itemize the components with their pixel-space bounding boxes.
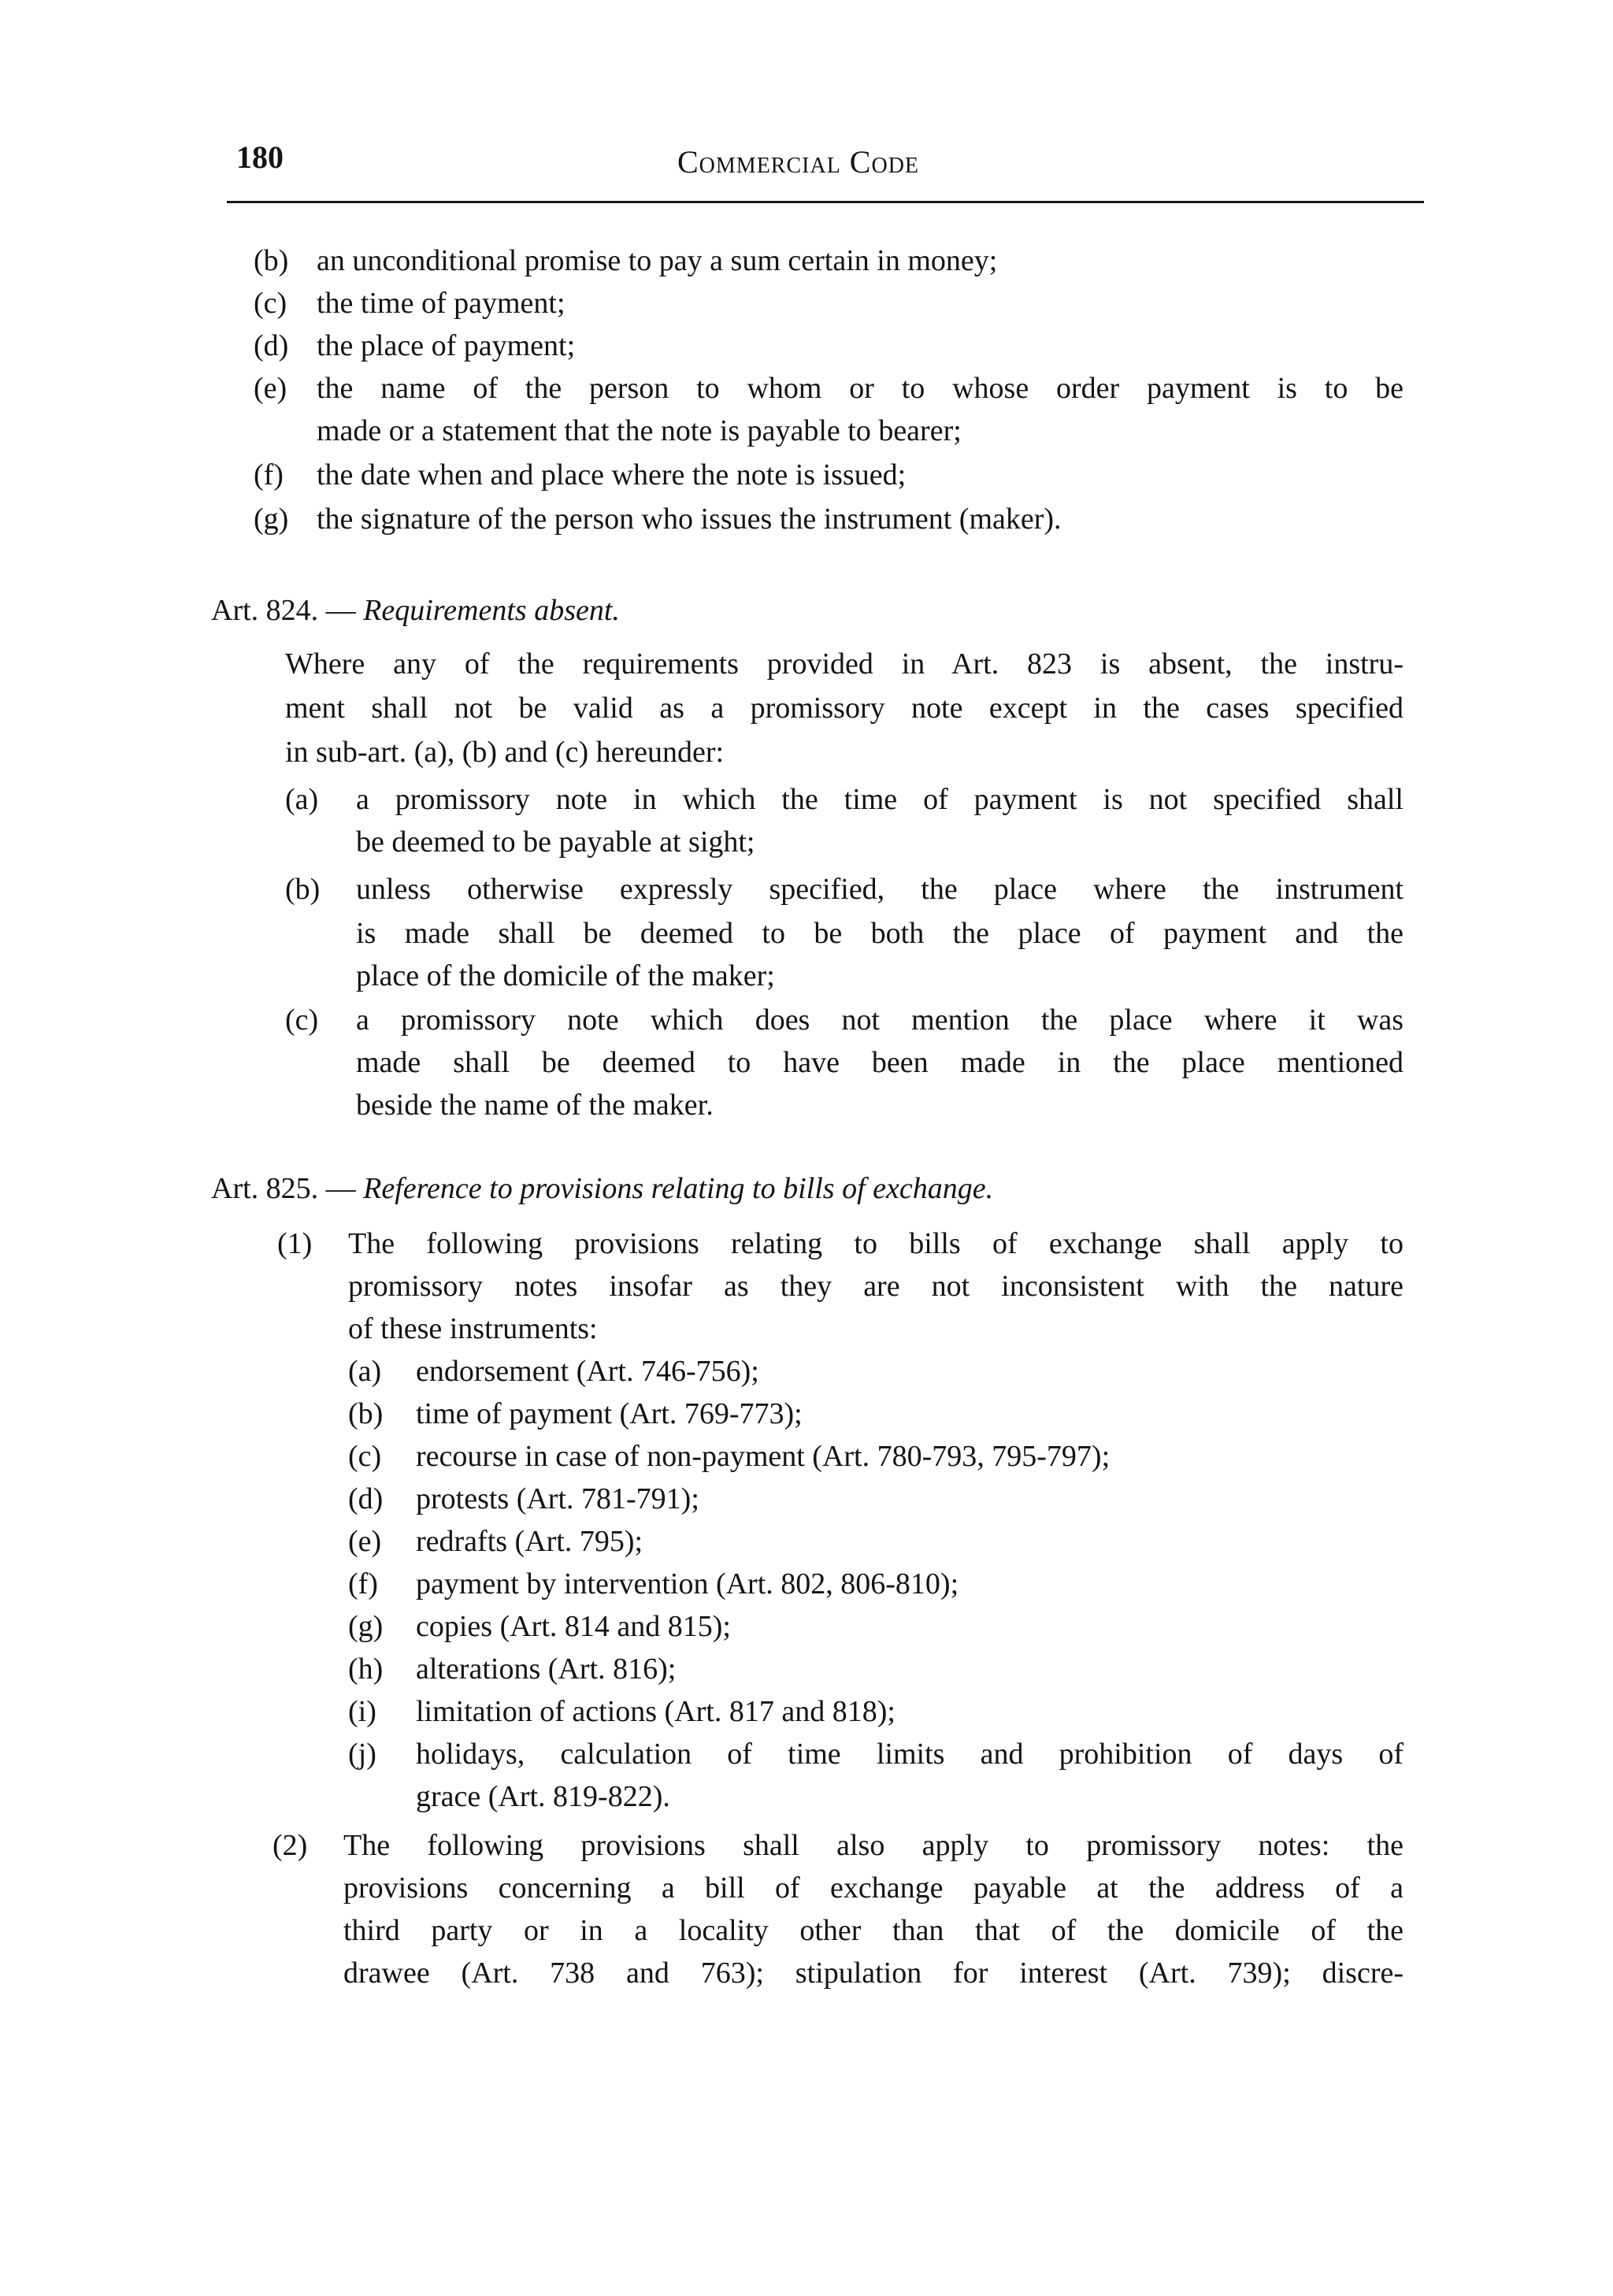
list-item-text: the time of payment; [317,287,565,320]
list-item-text: is made shall be deemed to be both the place of payment and the [356,917,1403,950]
paragraph-line: drawee (Art. 738 and 763); stipulation for interest (Art. 739); discre- [343,1957,1403,1990]
article-heading [211,595,620,625]
list-item-text: made shall be deemed to have been made in the place mentioned [356,1046,1403,1079]
paragraph-line: Where any of the requirements provided in Art. 823 is absent, the instru- [285,647,1403,681]
list-item-label: (g) [348,1610,384,1643]
list-item-label: (e) [348,1525,382,1558]
article-title: Reference to provisions relating to bills of exchange. [363,1172,994,1205]
subarticle-label: (2) [273,1829,308,1862]
list-item-text: alterations (Art. 816); [416,1652,677,1686]
list-item-label: (i) [348,1695,376,1728]
list-item-label: (a) [285,783,319,816]
list-item-text: a promissory note in which the time of payment is not specified shall [356,783,1403,816]
list-item-text: made or a statement that the note is payable to bearer; [317,414,962,447]
article-title: Requirements absent. [363,594,620,627]
list-item-text: beside the name of the maker. [356,1089,714,1122]
list-item-text: endorsement (Art. 746-756); [416,1355,759,1388]
article-number: Art. 825. — [211,1172,356,1205]
header-rule [227,201,1424,203]
list-item-label: (a) [348,1355,382,1388]
paragraph-line: The following provisions shall also apply to promissory notes: the [343,1829,1403,1862]
running-title: Commercial Code [677,144,920,180]
list-item-text: redrafts (Art. 795); [416,1525,643,1558]
list-item-label: (c) [285,1003,319,1037]
list-item-label: (b) [348,1397,384,1430]
list-item-label: (f) [348,1567,378,1601]
list-item-label: (d) [348,1482,384,1515]
list-item-text: copies (Art. 814 and 815); [416,1610,731,1643]
list-item-label: (b) [254,244,289,277]
list-item-text: protests (Art. 781-791); [416,1482,699,1515]
list-item-text: the date when and place where the note is issued; [317,458,907,491]
paragraph-line: promissory notes insofar as they are not inconsistent with the nature [348,1270,1403,1303]
list-item-text: be deemed to be payable at sight; [356,825,755,859]
list-item-label: (b) [285,873,321,906]
page-number: 180 [236,139,284,175]
list-item-text: an unconditional promise to pay a sum certain in money; [317,244,998,277]
paragraph-line: third party or in a locality other than that of the domicile of the [343,1914,1403,1947]
list-item-text: place of the domicile of the maker; [356,959,775,992]
list-item-label: (c) [348,1440,382,1473]
list-item-text: the name of the person to whom or to whose order payment is to be [317,372,1403,405]
list-item-label: (f) [254,458,284,491]
paragraph-line: The following provisions relating to bills of exchange shall apply to [348,1227,1403,1260]
paragraph-line: ment shall not be valid as a promissory note except in the cases specified [285,692,1403,725]
list-item-text: a promissory note which does not mention the place where it was [356,1003,1403,1037]
list-item-text: recourse in case of non-payment (Art. 780-793, 795-797); [416,1440,1111,1473]
list-item-text: holidays, calculation of time limits and prohibition of days of [416,1738,1403,1771]
paragraph-line: provisions concerning a bill of exchange payable at the address of a [343,1871,1403,1905]
article-number: Art. 824. — [211,594,356,627]
subarticle-label: (1) [277,1227,313,1260]
list-item-text: time of payment (Art. 769-773); [416,1397,803,1430]
list-item-text: grace (Art. 819-822). [416,1780,670,1813]
list-item-text: the place of payment; [317,329,576,362]
list-item-text: limitation of actions (Art. 817 and 818); [416,1695,895,1728]
list-item-label: (c) [254,287,287,320]
list-item-text: unless otherwise expressly specified, the place where the instrument [356,873,1403,906]
list-item-text: the signature of the person who issues the instrument (maker). [317,503,1062,536]
paragraph-line: of these instruments: [348,1312,598,1345]
list-item-label: (d) [254,329,289,362]
list-item-label: (j) [348,1738,376,1771]
list-item-text: payment by intervention (Art. 802, 806-810); [416,1567,959,1601]
list-item-label: (e) [254,372,287,405]
article-heading [211,1174,993,1204]
paragraph-line: in sub-art. (a), (b) and (c) hereunder: [285,736,725,769]
list-item-label: (h) [348,1652,384,1686]
list-item-label: (g) [254,503,289,536]
